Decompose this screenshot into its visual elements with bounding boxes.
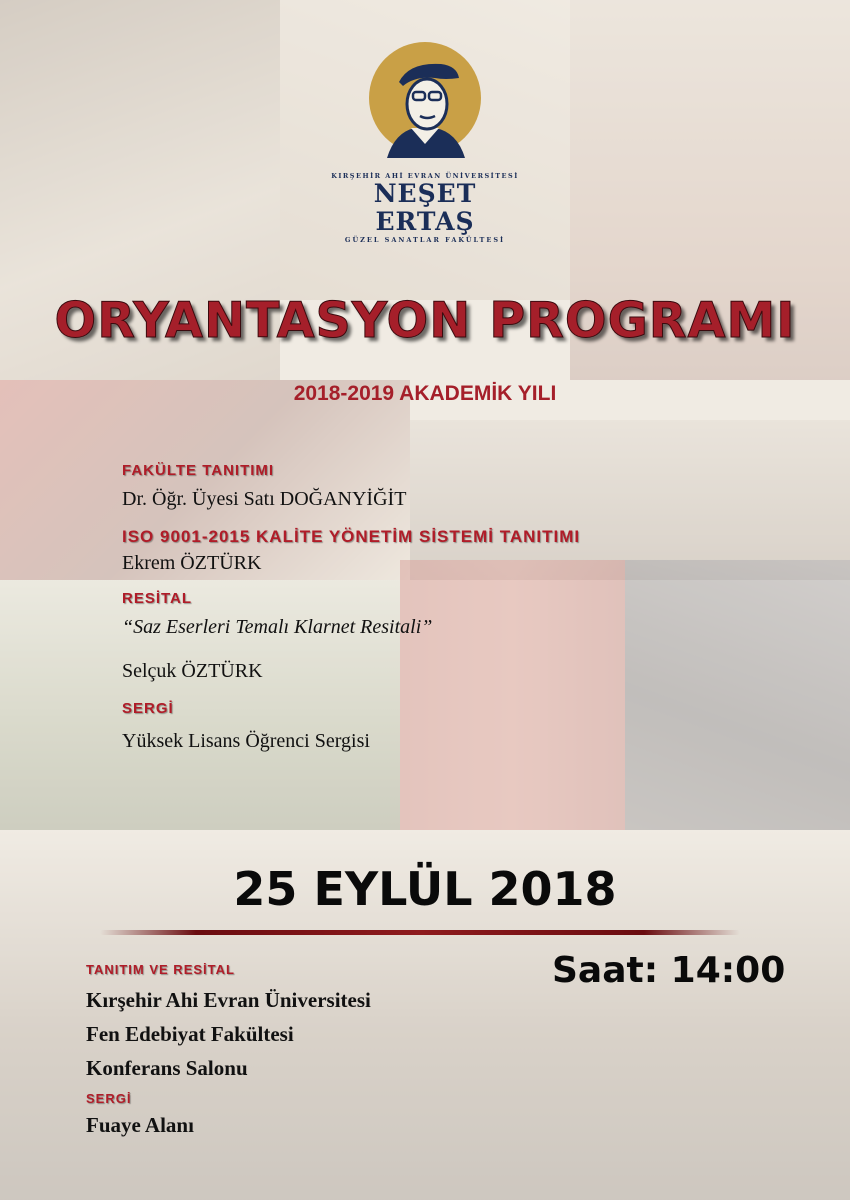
portrait-emblem-icon (365, 40, 485, 166)
recital-title: “Saz Eserleri Temalı Klarnet Resitali” (122, 616, 433, 638)
venue-line: Kırşehir Ahi Evran Üniversitesi (86, 988, 371, 1012)
venue-line: Fen Edebiyat Fakültesi (86, 1022, 294, 1046)
faculty-name: GÜZEL SANATLAR FAKÜLTESİ (344, 236, 506, 244)
exhibition-title: Yüksek Lisans Öğrenci Sergisi (122, 730, 370, 752)
performer-name: Selçuk ÖZTÜRK (122, 660, 263, 682)
page-title: ORYANTASYON PROGRAMI (54, 292, 796, 349)
university-name: KIRŞEHİR AHİ EVRAN ÜNİVERSİTESİ (331, 172, 519, 180)
section-heading-recital: RESİTAL (122, 590, 193, 607)
venue-line: Konferans Salonu (86, 1056, 248, 1080)
speaker-name: Dr. Öğr. Üyesi Satı DOĞANYİĞİT (122, 488, 407, 510)
section-heading-faculty-intro: FAKÜLTE TANITIMI (122, 462, 275, 479)
faculty-logo (325, 40, 525, 244)
event-time: Saat: 14:00 (552, 950, 786, 991)
divider (100, 930, 740, 935)
venue-heading-exhibition: SERGİ (86, 1091, 132, 1106)
faculty-brand-name: NEŞET ERTAŞ (373, 179, 477, 236)
section-heading-iso: ISO 9001-2015 KALİTE YÖNETİM SİSTEMİ TANITIMI (122, 527, 581, 546)
academic-year: 2018-2019 AKADEMİK YILI (293, 382, 557, 405)
section-heading-exhibition: SERGİ (122, 700, 174, 717)
speaker-name: Ekrem ÖZTÜRK (122, 552, 262, 574)
exhibition-place: Fuaye Alanı (86, 1113, 194, 1137)
event-date: 25 EYLÜL 2018 (233, 862, 617, 916)
venue-heading-intro: TANITIM VE RESİTAL (86, 962, 235, 977)
venue-info (86, 962, 506, 1142)
program-list (122, 462, 722, 754)
